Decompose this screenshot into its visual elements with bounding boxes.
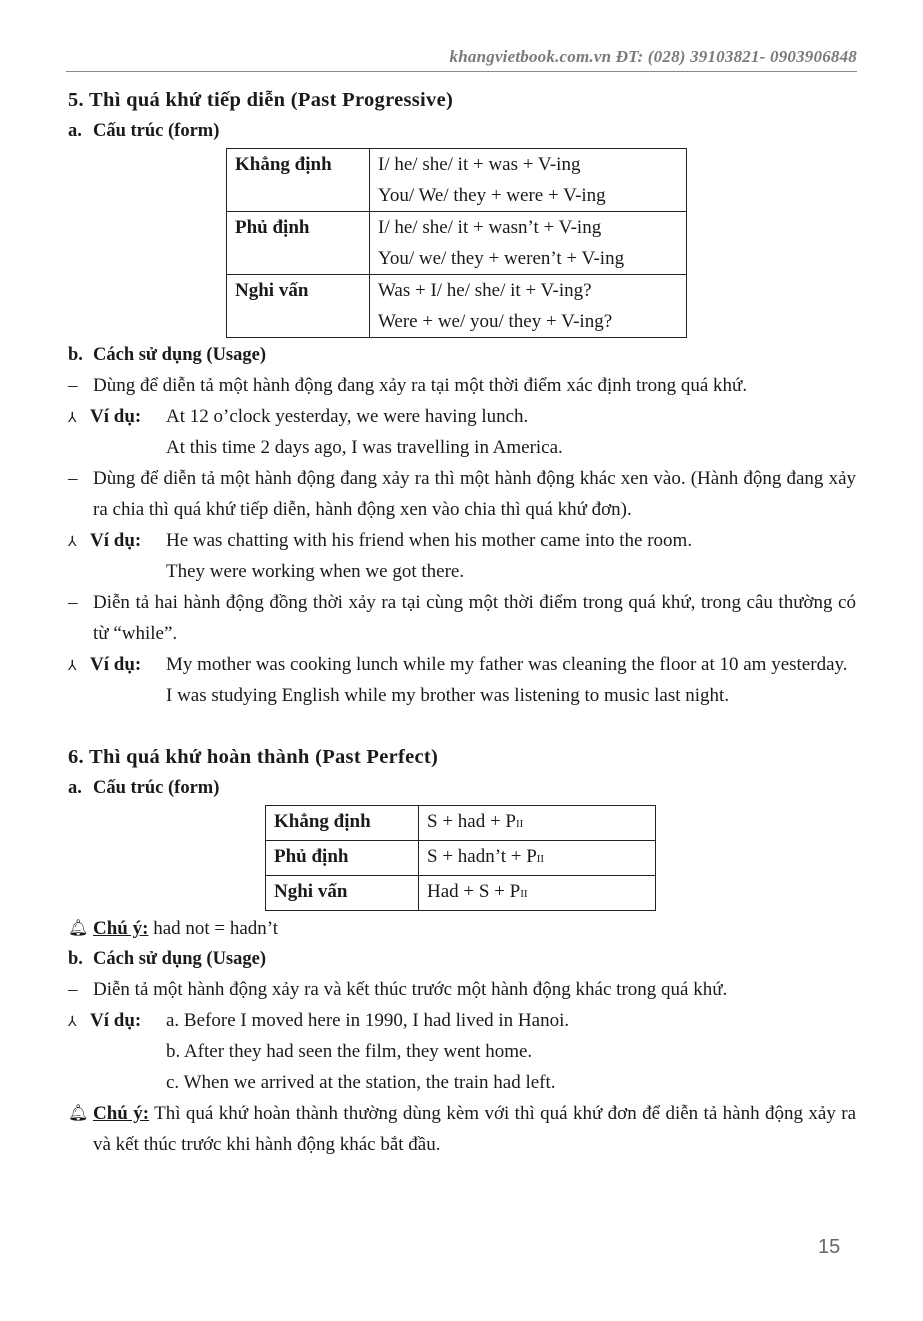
usage-item: – Diễn tả hai hành động đồng thời xảy ra tại cùng một thời điểm trong quá khứ, trong câu thường có từ “while”.	[68, 592, 856, 644]
example-block: ⅄ Ví dụ: He was chatting with his friend when his mother came into the room. They were working when we got there.	[68, 525, 856, 587]
page-content	[68, 84, 856, 1160]
past-perfect-form-table	[265, 805, 656, 911]
form-type: Khẳng định	[266, 806, 419, 841]
note-block: 🔔︎ Chú ý: Thì quá khứ hoàn thành thường dùng kèm với thì quá khứ đơn để diễn tả hành động xảy ra và kết thúc trước khi hành động khác bắt đầu.	[68, 1098, 856, 1160]
form-value: I/ he/ she/ it + was + V-ing You/ We/ they + were + V-ing	[370, 149, 687, 212]
form-value: Was + I/ he/ she/ it + V-ing? Were + we/ you/ they + V-ing?	[370, 275, 687, 338]
section-5-form-heading: a. Cấu trúc (form)	[68, 121, 220, 141]
usage-item: – Diễn tả một hành động xảy ra và kết thúc trước một hành động khác trong quá khứ.	[68, 979, 728, 1000]
form-type: Phủ định	[266, 841, 419, 876]
example-block: ⅄ Ví dụ: a. Before I moved here in 1990, I had lived in Hanoi. b. After they had seen the film, they went home. c. When we arrived at the station, the train had left.	[68, 1005, 856, 1098]
table-row	[227, 212, 687, 275]
section-6-usage-heading: b. Cách sử dụng (Usage)	[68, 949, 266, 969]
bell-icon: 🔔︎	[68, 1105, 89, 1122]
form-value: S + had + PII	[419, 806, 656, 841]
section-6-title: 6. Thì quá khứ hoàn thành (Past Perfect)	[68, 746, 439, 768]
example-marker-icon: ⅄	[68, 659, 77, 674]
form-type: Phủ định	[227, 212, 370, 275]
usage-item: – Dùng để diễn tả một hành động đang xảy ra thì một hành động khác xen vào. (Hành động đang xảy ra chia thì quá khứ tiếp diễn, hành động xen vào chia thì quá khứ đơn).	[68, 468, 856, 520]
form-value: S + hadn’t + PII	[419, 841, 656, 876]
example-marker-icon: ⅄	[68, 1015, 77, 1030]
form-value: I/ he/ she/ it + wasn’t + V-ing You/ we/ they + weren’t + V-ing	[370, 212, 687, 275]
table-row	[266, 876, 656, 911]
table-row	[227, 149, 687, 212]
usage-item: – Dùng để diễn tả một hành động đang xảy ra tại một thời điểm xác định trong quá khứ.	[68, 375, 748, 396]
table-row	[266, 841, 656, 876]
page-number: 15	[818, 1236, 841, 1258]
section-6-form-heading: a. Cấu trúc (form)	[68, 778, 220, 798]
example-marker-icon: ⅄	[68, 411, 77, 426]
form-type: Nghi vấn	[227, 275, 370, 338]
example-marker-icon: ⅄	[68, 535, 77, 550]
past-progressive-form-table	[226, 148, 687, 338]
example-block: ⅄ Ví dụ: My mother was cooking lunch while my father was cleaning the floor at 10 am yesterday. I was studying English while my brother was listening to music last night.	[68, 649, 856, 711]
form-type: Khẳng định	[227, 149, 370, 212]
section-5-usage-heading: b. Cách sử dụng (Usage)	[68, 345, 266, 365]
example-block: ⅄ Ví dụ: At 12 o’clock yesterday, we were having lunch. At this time 2 days ago, I was travelling in America.	[68, 401, 856, 463]
table-row	[227, 275, 687, 338]
form-type: Nghi vấn	[266, 876, 419, 911]
table-row	[266, 806, 656, 841]
page-header: khangvietbook.com.vn ĐT: (028) 39103821- 0903906848	[66, 47, 857, 72]
section-5-title: 5. Thì quá khứ tiếp diễn (Past Progressive)	[68, 89, 454, 111]
form-value: Had + S + PII	[419, 876, 656, 911]
note-block: 🔔︎ Chú ý: had not = hadn’t	[68, 913, 856, 944]
bell-icon: 🔔︎	[68, 920, 89, 937]
